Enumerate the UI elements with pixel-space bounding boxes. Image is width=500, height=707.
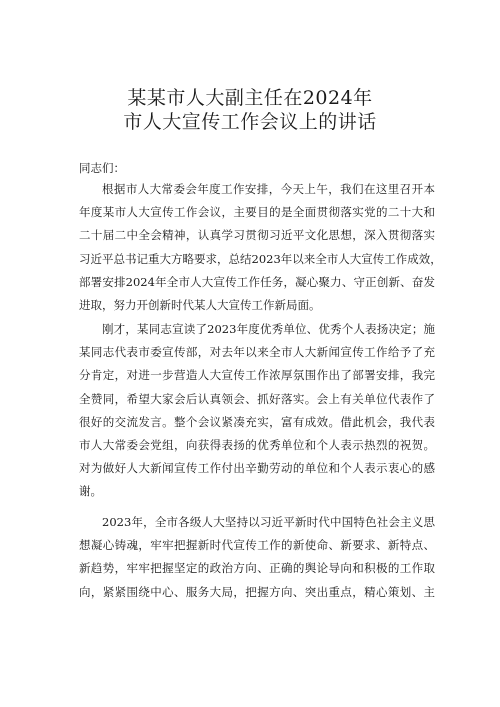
paragraph-line: 新趋势，牢牢把握坚定的政治方向、正确的舆论导向和积极的工作取 xyxy=(79,561,435,576)
paragraph-line: 想凝心铸魂，牢牢把握新时代宣传工作的新使命、新要求、新特点、 xyxy=(79,538,435,553)
greeting: 同志们： xyxy=(79,161,125,175)
paragraph-line: 向，紧紧围绕中心、服务大局，把握方向、突出重点，精心策划、主 xyxy=(79,584,435,599)
paragraph-1 xyxy=(79,178,442,317)
paragraph-line: 习近平总书记重大方略要求，总结2023年以来全市人大宣传工作成效， xyxy=(79,251,442,266)
title-line-2: 市人大宣传工作会议上的讲话 xyxy=(123,111,377,133)
paragraph-line: 部署安排2024年全市人大宣传工作任务，凝心聚力、守正创新、奋发 xyxy=(79,274,435,289)
document-title xyxy=(0,86,500,134)
paragraph-line: 市人大常委会党组，向获得表扬的优秀单位和个人表示热烈的祝贺。 xyxy=(79,437,435,452)
paragraph-3 xyxy=(79,511,435,604)
paragraph-line: 谢。 xyxy=(79,484,102,499)
paragraph-line: 根据市人大常委会年度工作安排，今天上午，我们在这里召开本 xyxy=(102,182,435,196)
paragraph-line: 全赞同，希望大家会后认真领会、抓好落实。会上有关单位代表作了 xyxy=(79,391,435,406)
paragraph-line: 某同志代表市委宣传部，对去年以来全市人大新闻宣传工作给予了充 xyxy=(79,345,435,360)
paragraph-line: 年度某市人大宣传工作会议，主要目的是全面贯彻落实党的二十大和 xyxy=(79,205,435,220)
paragraph-line: 二十届二中全会精神，认真学习贯彻习近平文化思想，深入贯彻落实 xyxy=(79,228,435,243)
paragraph-2 xyxy=(79,318,435,504)
paragraph-line: 2023年，全市各级人大坚持以习近平新时代中国特色社会主义思 xyxy=(102,515,435,529)
paragraph-line: 刚才，某同志宣读了2023年度优秀单位、优秀个人表扬决定；施 xyxy=(102,322,435,336)
paragraph-line: 很好的交流发言。整个会议紧凑充实，富有成效。借此机会，我代表 xyxy=(79,414,435,429)
paragraph-line: 对为做好人大新闻宣传工作付出辛勤劳动的单位和个人表示衷心的感 xyxy=(79,461,435,476)
title-line-1: 某某市人大副主任在2024年 xyxy=(127,87,373,109)
paragraph-line: 进取，努力开创新时代某人大宣传工作新局面。 xyxy=(79,297,321,312)
paragraph-line: 分肯定，对进一步营造人大宣传工作浓厚氛围作出了部署安排，我完 xyxy=(79,368,435,383)
